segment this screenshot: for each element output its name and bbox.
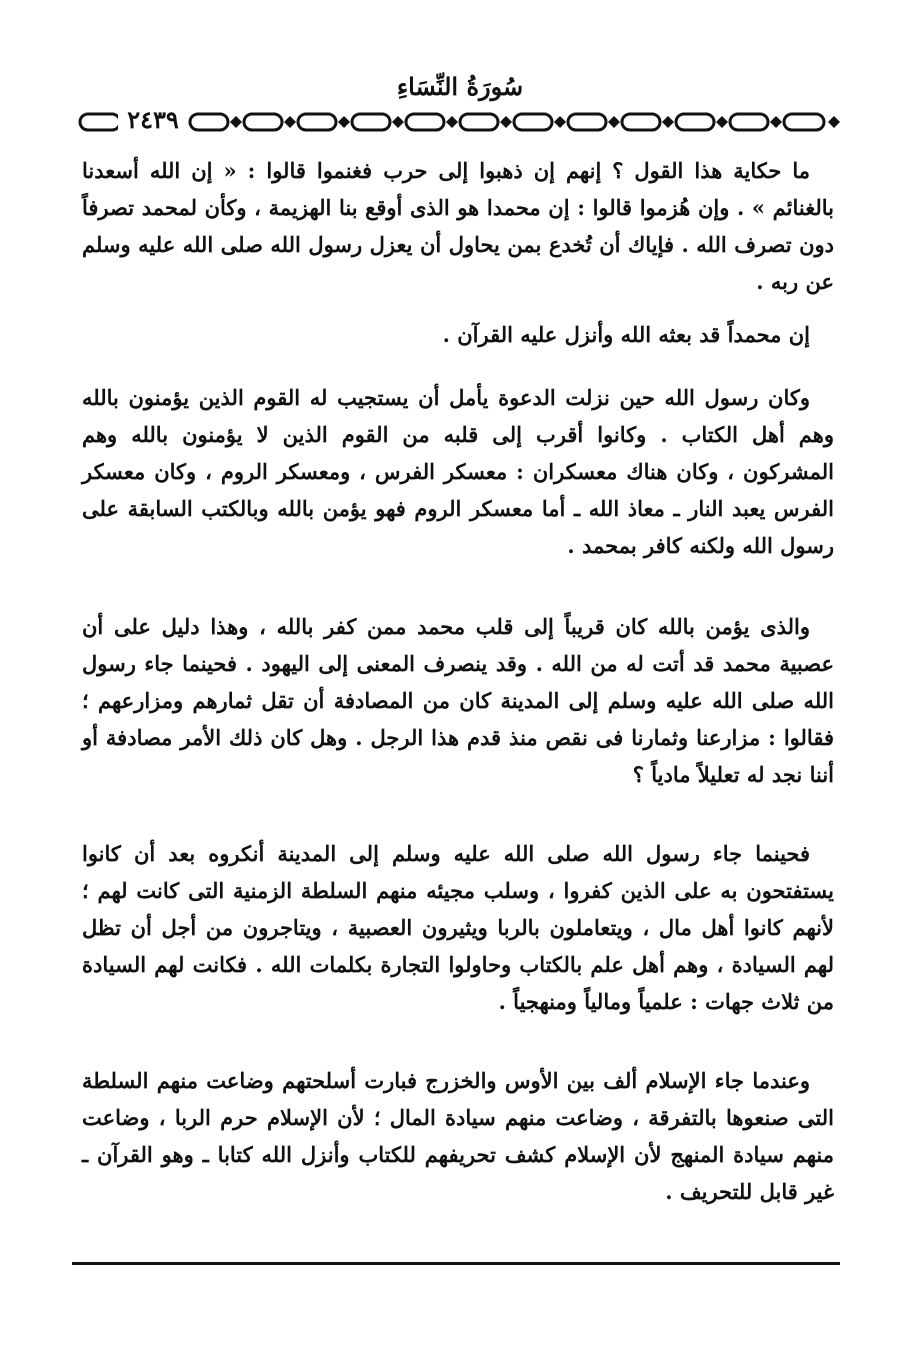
ornamental-header-rule	[78, 104, 844, 140]
paragraph-5: فحينما جاء رسول الله صلى الله عليه وسلم إلى المدينة أنكروه بعد أن كانوا يستفتحون به على الذين كفروا ، وسلب مجيئه منهم السلطة الزمنية التى كانت لهم ؛ لأنهم كانوا أهل مال ، ويتعاملون بالربا ويثيرون العصبية ، ويتاجرون من أجل أن تظل لهم السيادة ، وهم أهل علم بالكتاب وحاولوا التجارة بكلمات الله . فكانت لهم السيادة من ثلاث جهات : علمياً ومالياً ومنهجياً .	[82, 841, 834, 1014]
paragraph-3: وكان رسول الله حين نزلت الدعوة يأمل أن يستجيب له القوم الذين يؤمنون بالله وهم أهل الكتاب . وكانوا أقرب إلى قلبه من القوم الذين لا يؤمنون بالله وهم المشركون ، وكان هناك معسكران : معسكر الفرس ، ومعسكر الروم ، وكان معسكر الفرس يعبد النار ـ معاذ الله ـ أما معسكر الروم فهو يؤمن بالله وبالكتب السابقة على رسول الله ولكنه كافر بمحمد .	[82, 385, 835, 558]
body-text	[82, 152, 834, 1210]
paragraph-4: والذى يؤمن بالله كان قريباً إلى قلب محمد ممن كفر بالله ، وهذا دليل على أن عصبية محمد قد أتت له من الله . وقد ينصرف المعنى إلى اليهود . فحينما جاء رسول الله صلى الله عليه وسلم إلى المدينة كان من المصادفة أن تقل ثمارهم ومزارعهم ؛ فقالوا : مزارعنا وثمارنا فى نقص منذ قدم هذا الرجل . وهل كان ذلك الأمر مصادفة أو أننا نجد له تعليلاً مادياً ؟	[82, 614, 834, 787]
paragraph-1: ما حكاية هذا القول ؟ إنهم إن ذهبوا إلى حرب فغنموا قالوا : « إن الله أسعدنا بالغنائم » . وإن هُزموا قالوا : إن محمدا هو الذى أوقع بنا الهزيمة ، وكأن لمحمد تصرفاً دون تصرف الله . فإياك أن تُخدع بمن يحاول أن يعزل رسول الله صلى الله عليه وسلم عن ربه .	[82, 158, 834, 294]
surah-title: سُورَةُ النِّسَاءِ	[396, 72, 524, 101]
paragraph-6: وعندما جاء الإسلام ألف بين الأوس والخزرج فبارت أسلحتهم وضاعت منهم السلطة التى صنعوها بالتفرقة ، وضاعت منهم سيادة المال ؛ لأن الإسلام حرم الربا ، وضاعت منهم سيادة المنهج لأن الإسلام كشف تحريفهم للكتاب وأنزل الله كتابا ـ وهو القرآن ـ غير قابل للتحريف .	[82, 1068, 835, 1204]
paragraph-2: إن محمداً قد بعثه الله وأنزل عليه القرآن .	[442, 322, 810, 347]
footer-rule	[72, 1262, 840, 1265]
page-number: ٢٤٣٩	[118, 104, 188, 136]
